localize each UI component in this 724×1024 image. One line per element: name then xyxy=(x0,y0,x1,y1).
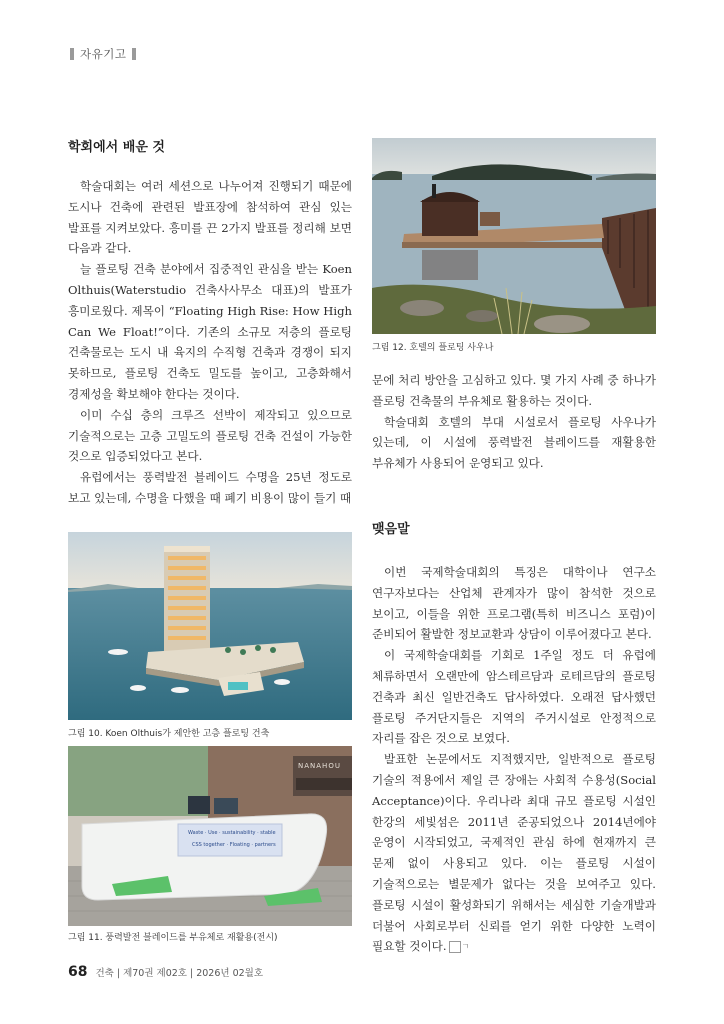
left-body xyxy=(68,176,352,509)
exhibit-sign: Waste · Use · sustainability · stable xyxy=(188,830,276,836)
closing-text: 발표한 논문에서도 지적했지만, 일반적으로 플로팅 기술의 적용에서 제일 큰 장애는 사회적 수용성(Social Acceptance)이다. 우리나라 최대 규모 플로팅 시설인 한강의 세빛섬은 2011년 준공되었으나 2014년에야 운영이 시작되었고, 국제적인 관심 하에 현재까지 큰 문제 없이 사용되고 있다. 이는 플로팅 시설이 기술적으로는 별문제가 없다는 것을 보여주고 있다. 플로팅 시설이 활성화되기 위해서는 세심한 기술개발과 더불어 사회로부터 신뢰를 얻기 위한 다양한 노력이 필요할 것이다. xyxy=(372,752,656,954)
right-paragraph: 문에 처리 방안을 고심하고 있다. 몇 가지 사례 중 하나가 플로팅 건축물의 부유체로 활용하는 것이다. xyxy=(372,373,656,408)
section-label: 자유기고 xyxy=(80,47,127,61)
page-footer xyxy=(68,964,263,980)
left-paragraph: 유럽에서는 풍력발전 블레이드 수명을 25년 정도로 보고 있는데, 수명을 다했을 때 폐기 비용이 많이 들기 때 xyxy=(68,470,352,505)
right-paragraph: 학술대회 호텔의 부대 시설로서 플로팅 사우나가 있는데, 이 시설에 풍력발전 블레이드를 재활용한 부유체가 사용되어 운영되고 있다. xyxy=(372,414,656,471)
right-heading: 맺음말 xyxy=(372,522,410,537)
right-body-bottom xyxy=(372,562,656,957)
end-mark-icon: ㄱ xyxy=(449,941,461,953)
journal-meta: 건축 | 제70권 제02호 | 2026년 02월호 xyxy=(95,968,264,979)
exhibit-sign: CSS together · Floating · partners xyxy=(192,842,276,848)
left-paragraph: 늘 플로팅 건축 분야에서 집중적인 관심을 받는 Koen Olthuis(Waterstudio 건축사사무소 대표)의 발표가 흥미로웠다. 제목이 “Floating High Rise: How High Can We Float!”이다. 기존의 소규모 저층의 플로팅 건축물로는 도시 내 육지의 수직형 건축과 경쟁이 되지 못하므로, 플로팅 건축도 밀도를 높이고, 고층화해서 경제성을 확보해야 한다는 것이다. xyxy=(68,262,352,401)
right-paragraph xyxy=(372,749,656,957)
header-bar-left xyxy=(70,48,74,60)
page-number: 68 xyxy=(68,964,88,980)
right-body-top xyxy=(372,370,656,474)
left-heading: 학회에서 배운 것 xyxy=(68,140,165,155)
header-bar-right xyxy=(132,48,136,60)
figure-11-image xyxy=(68,746,352,926)
left-paragraph: 학술대회는 여러 세션으로 나누어져 진행되기 때문에 도시나 건축에 관련된 발표장에 참석하여 관심 있는 발표를 지켜보았다. 흥미를 끈 2가지 발표를 정리해 보면 다음과 같다. xyxy=(68,179,352,256)
figure-11-caption: 그림 11. 풍력발전 블레이드를 부유체로 재활용(전시) xyxy=(68,933,278,943)
right-paragraph: 이 국제학술대회를 기회로 1주일 정도 더 유럽에 체류하면서 오랜만에 암스테르담과 로테르담의 플로팅 건축과 최신 일반건축도 답사하였다. 오래전 답사했던 플로팅 주거단지들은 지역의 주거시설로 안정적으로 자리를 잡은 것으로 보였다. xyxy=(372,648,656,746)
figure-12-caption: 그림 12. 호텔의 플로팅 사우나 xyxy=(372,343,494,353)
right-paragraph: 이번 국제학술대회의 특징은 대학이나 연구소 연구자보다는 산업체 관계자가 많이 참석한 것으로 보이고, 이들을 위한 프로그램(특히 비즈니스 포럼)이 준비되어 활발한 정보교환과 상담이 이루어졌다고 본다. xyxy=(372,565,656,642)
figure-10-caption: 그림 10. Koen Olthuis가 제안한 고층 플로팅 건축 xyxy=(68,729,270,739)
left-paragraph: 이미 수십 층의 크루즈 선박이 제작되고 있으므로 기술적으로는 고층 고밀도의 플로팅 건축 건설이 가능한 것으로 입증되었다고 본다. xyxy=(68,407,352,464)
section-header xyxy=(64,46,142,62)
building-sign: NANAHOU xyxy=(298,762,341,770)
figure-10-image xyxy=(68,532,352,720)
figure-12-image xyxy=(372,138,656,334)
